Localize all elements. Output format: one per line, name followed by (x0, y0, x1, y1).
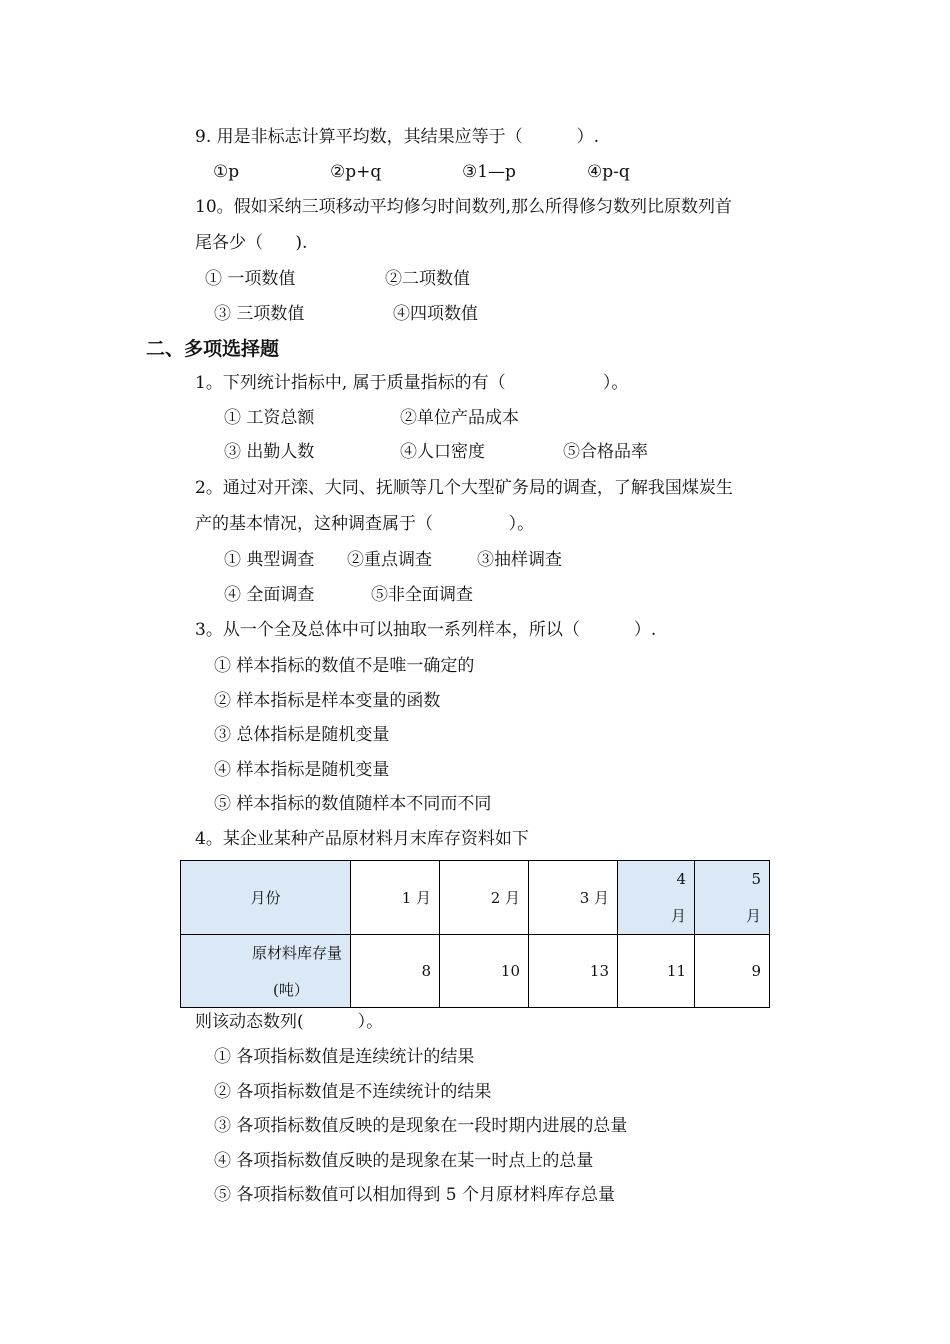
q10-stem-line2: 尾各少（ ). (195, 233, 308, 253)
m2-option-3: ③抽样调查 (477, 550, 562, 570)
q10-option-3: ③ 三项数值 (214, 304, 305, 324)
m2-stem-line1: 2。通过对开滦、大同、抚顺等几个大型矿务局的调查，了解我国煤炭生 (195, 478, 733, 498)
m3-option-4: ④ 样本指标是随机变量 (214, 760, 390, 780)
table-header-month: 月份 (181, 861, 351, 935)
q10-option-1: ① 一项数值 (205, 269, 296, 289)
month-1-label: 1 月 (401, 889, 431, 907)
q9-option-1: ①p (213, 162, 240, 182)
q9-stem: 9. 用是非标志计算平均数，其结果应等于（ ）. (195, 127, 600, 147)
m2-option-2: ②重点调查 (347, 550, 432, 570)
row-label-line2: (吨） (273, 981, 309, 999)
table-header-month-5 (695, 861, 770, 935)
month-5-number: 5 (751, 869, 761, 888)
inventory-table (180, 860, 770, 1008)
table-row-label (181, 935, 351, 1008)
m3-stem: 3。从一个全及总体中可以抽取一系列样本，所以（ ）. (195, 620, 657, 640)
month-3-label: 3 月 (579, 889, 609, 907)
m2-option-1: ① 典型调查 (224, 550, 315, 570)
q9-option-2: ②p+q (330, 162, 382, 182)
m2-stem-line2: 产的基本情况，这种调查属于（ ）。 (195, 514, 535, 534)
table-header-month-2 (440, 861, 529, 935)
month-4-number: 4 (676, 869, 686, 888)
m3-option-2: ② 样本指标是样本变量的函数 (214, 691, 441, 711)
table-header-month-1 (351, 861, 440, 935)
month-4-unit: 月 (670, 906, 686, 925)
m4-option-3: ③ 各项指标数值反映的是现象在一段时期内进展的总量 (214, 1116, 628, 1136)
q9-option-4: ④p-q (587, 162, 630, 182)
m1-option-3: ③ 出勤人数 (224, 442, 315, 462)
m4-stem: 4。某企业某种产品原材料月末库存资料如下 (195, 829, 529, 849)
table-row-header (181, 861, 770, 935)
q9-option-3: ③1—p (462, 162, 516, 182)
section-heading: 二、多项选择题 (146, 338, 280, 360)
m1-option-4: ④人口密度 (400, 442, 485, 462)
table-cell-value-2: 10 (440, 935, 529, 1008)
m3-option-1: ① 样本指标的数值不是唯一确定的 (214, 656, 475, 676)
month-5-unit: 月 (745, 906, 761, 925)
table-cell-value-3: 13 (529, 935, 618, 1008)
m3-option-5: ⑤ 样本指标的数值随样本不同而不同 (214, 794, 492, 814)
m2-option-4: ④ 全面调查 (224, 585, 315, 605)
m1-option-5: ⑤合格品率 (563, 442, 648, 462)
m2-option-5: ⑤非全面调查 (371, 585, 473, 605)
table-cell-value-4: 11 (618, 935, 695, 1008)
m4-option-1: ① 各项指标数值是连续统计的结果 (214, 1047, 475, 1067)
q10-option-4: ④四项数值 (393, 304, 478, 324)
table-cell-value-5: 9 (695, 935, 770, 1008)
table-row-inventory (181, 935, 770, 1008)
m4-option-5: ⑤ 各项指标数值可以相加得到 5 个月原材料库存总量 (214, 1185, 616, 1205)
m4-follow: 则该动态数列( ）。 (195, 1012, 384, 1032)
m1-option-2: ②单位产品成本 (400, 408, 519, 428)
m4-option-4: ④ 各项指标数值反映的是现象在某一时点上的总量 (214, 1151, 594, 1171)
m1-stem: 1。下列统计指标中, 属于质量指标的有（ ）。 (195, 373, 629, 393)
q10-option-2: ②二项数值 (385, 269, 470, 289)
row-label-line1: 原材料库存量 (251, 944, 342, 962)
q10-stem-line1: 10。假如采纳三项移动平均修匀时间数列,那么所得修匀数列比原数列首 (195, 197, 733, 217)
table-cell-value-1: 8 (351, 935, 440, 1008)
m4-option-2: ② 各项指标数值是不连续统计的结果 (214, 1082, 492, 1102)
month-2-label: 2 月 (490, 889, 520, 907)
m3-option-3: ③ 总体指标是随机变量 (214, 725, 390, 745)
table-header-month-3 (529, 861, 618, 935)
table-header-month-4 (618, 861, 695, 935)
m1-option-1: ① 工资总额 (224, 408, 315, 428)
